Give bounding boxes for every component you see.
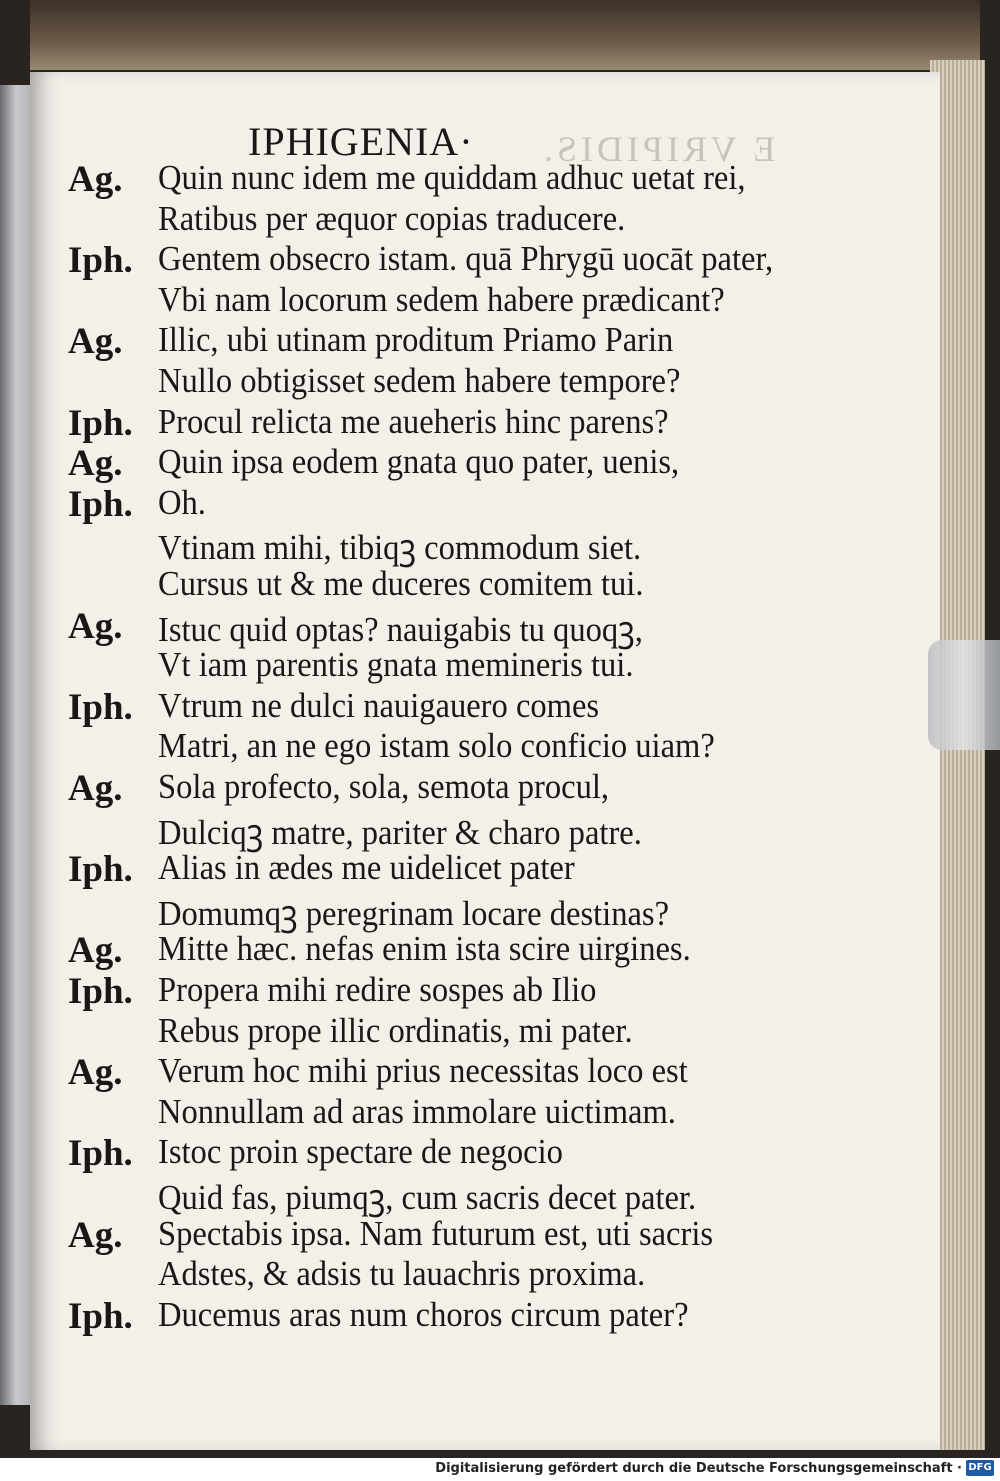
- verse-line: [0, 808, 930, 852]
- verse-line: [0, 726, 930, 766]
- verse-text: Nonnullam ad aras immolare uictimam.: [158, 1091, 676, 1131]
- verse-text: Nullo obtigisset sedem habere tempore?: [158, 361, 681, 400]
- speaker-label: Iph.: [68, 971, 133, 1012]
- speaker-label: Iph.: [68, 240, 133, 282]
- page-clip: [928, 640, 1000, 750]
- verse-text: Alias in ædes me uidelicet pater: [158, 848, 575, 888]
- verse-line: [0, 280, 930, 320]
- speaker-label: Ag.: [68, 443, 123, 485]
- verse-text: Ratibus per æquor copias traducere.: [158, 198, 626, 238]
- verse-text: Verum hoc mihi prius necessitas loco est: [158, 1051, 688, 1091]
- verse-line: [0, 361, 930, 401]
- verse-text: Istoc proin spectare de negocio: [158, 1132, 563, 1172]
- speaker-label: Iph.: [68, 849, 133, 891]
- verse-text: Oh.: [158, 482, 206, 522]
- speaker-label: Ag.: [68, 321, 123, 363]
- verse-text: Sola profecto, sola, semota procul,: [158, 767, 610, 806]
- verse-text: Gentem obsecro istam. quā Phrygū uocāt pater,: [158, 239, 774, 279]
- speaker-label: Iph.: [68, 483, 133, 525]
- verse-text: Mitte hæc. nefas enim ista scire uirgines.: [158, 929, 691, 969]
- verse-text: Cursus ut & me duceres comitem tui.: [158, 564, 644, 603]
- verse-line: [0, 1295, 930, 1335]
- speaker-label: Iph.: [68, 1295, 133, 1337]
- speaker-label: Ag.: [68, 768, 123, 809]
- speaker-label: Ag.: [68, 159, 123, 200]
- verse-line: [0, 1132, 930, 1175]
- speaker-label: Iph.: [68, 686, 133, 728]
- verse-line: [0, 239, 930, 282]
- verse-text: Vbi nam locorum sedem habere prædicant?: [158, 279, 725, 319]
- verse-text: Spectabis ipsa. Nam futurum est, uti sacris: [158, 1213, 714, 1253]
- verse-line: [0, 199, 930, 239]
- speaker-label: Ag.: [68, 930, 123, 972]
- verse-line: [0, 767, 930, 807]
- verse-line: [0, 523, 930, 568]
- speaker-label: Iph.: [68, 1133, 133, 1175]
- dfg-logo-icon: DFG: [966, 1460, 994, 1476]
- footer-credit: Digitalisierung gefördert durch die Deutsche Forschungsgemeinschaft ·: [435, 1461, 962, 1476]
- verse-text: Quid fas, piumqꝫ, cum sacris decet pater.: [158, 1178, 697, 1217]
- speaker-label: Iph.: [68, 402, 133, 444]
- verse-line: [0, 158, 930, 198]
- verse-text: Adstes, & adsis tu lauachris proxima.: [158, 1254, 646, 1294]
- verse-line: [0, 1011, 930, 1051]
- verse-line: [0, 1173, 930, 1217]
- verse-line: [0, 686, 930, 726]
- verse-text: Domumqꝫ peregrinam locare destinas?: [158, 893, 670, 933]
- verse-text: Dulciqꝫ matre, pariter & charo patre.: [158, 812, 642, 852]
- verse-line: [0, 442, 930, 485]
- verse-text: Vtrum ne dulci nauigauero comes: [158, 685, 600, 725]
- speaker-label: Ag.: [68, 1052, 123, 1094]
- verse-line: [0, 483, 930, 523]
- verse-line: [0, 645, 930, 685]
- bleed-through-header: E VRIPIDIS.: [540, 129, 776, 169]
- verse-line: [0, 605, 930, 649]
- verse-line: [0, 320, 930, 363]
- verse-text: Propera mihi redire sospes ab Ilio: [158, 970, 597, 1009]
- verse-line: [0, 1254, 930, 1294]
- verse-line: [0, 889, 930, 933]
- speaker-label: Ag.: [68, 1214, 123, 1256]
- page-header: IPHIGENIA·: [248, 119, 474, 164]
- verse-line: [0, 929, 930, 972]
- verse-text: Illic, ubi utinam proditum Priamo Parin: [158, 320, 674, 360]
- verse-line: [0, 564, 930, 604]
- verse-text: Rebus prope illic ordinatis, mi pater.: [158, 1010, 633, 1050]
- verse-text: Vtinam mihi, tibiqꝫ commodum siet.: [158, 528, 642, 568]
- verse-line: [0, 848, 930, 891]
- book-top-edge: [30, 0, 980, 70]
- speaker-label: Ag.: [68, 605, 123, 647]
- verse-text: Quin nunc idem me quiddam adhuc uetat rei,: [158, 158, 746, 197]
- verse-text: Matri, an ne ego istam solo conficio uiam?: [158, 726, 715, 766]
- verse-text: Procul relicta me aueheris hinc parens?: [158, 401, 669, 441]
- verse-text: Ducemus aras num choros circum pater?: [158, 1294, 689, 1334]
- verse-text: Vt iam parentis gnata memineris tui.: [158, 645, 634, 685]
- verse-line: [0, 1051, 930, 1094]
- verse-line: [0, 1092, 930, 1132]
- verse-text: Quin ipsa eodem gnata quo pater, uenis,: [158, 442, 680, 482]
- verse-line: [0, 402, 930, 442]
- verse-line: [0, 970, 930, 1010]
- verse-text: Istuc quid optas? nauigabis tu quoqꝫ,: [158, 609, 643, 649]
- footer-bar: [0, 1458, 1000, 1481]
- verse-line: [0, 1214, 930, 1254]
